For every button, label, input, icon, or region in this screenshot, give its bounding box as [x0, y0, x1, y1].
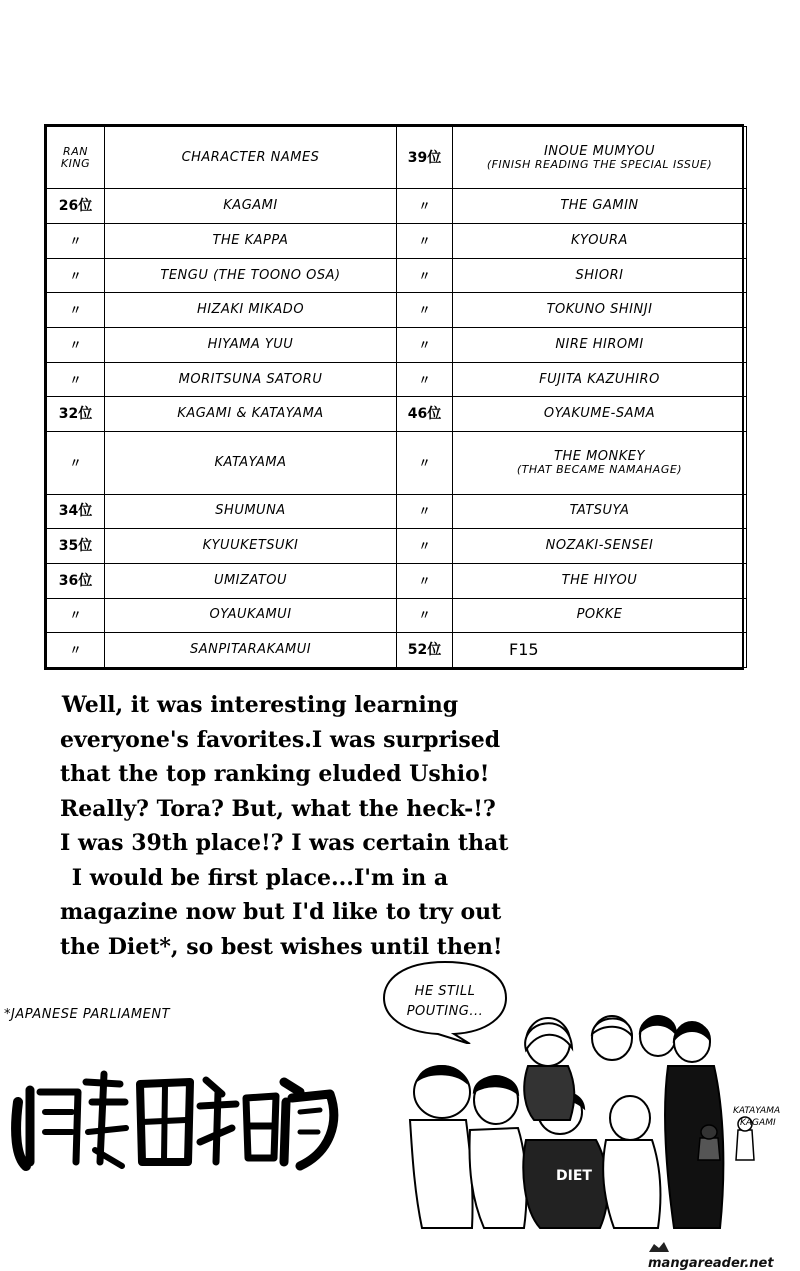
ranking-table [44, 124, 744, 670]
table-row [47, 362, 747, 397]
left-rank-cell: 〃 [47, 432, 105, 494]
right-rank-cell: 〃 [397, 598, 453, 633]
left-rank-cell: 〃 [47, 362, 105, 397]
author-message [60, 688, 509, 964]
left-name-cell: TENGU (THE TOONO OSA) [105, 258, 397, 293]
message-line: the Diet*, so best wishes until then! [60, 933, 503, 960]
left-rank-cell: 26位 [47, 189, 105, 224]
right-name-main: POKKE [576, 607, 623, 623]
right-rank-cell: 〃 [397, 258, 453, 293]
right-name-main: KYOURA [571, 232, 628, 248]
left-name-cell: SANPITARAKAMUI [105, 633, 397, 668]
right-name-main: NOZAKI-SENSEI [545, 538, 654, 554]
table-header-row [47, 127, 747, 189]
left-rank-cell: 35位 [47, 529, 105, 564]
right-name-main: THE MONKEY [554, 448, 645, 464]
left-rank-cell: 〃 [47, 633, 105, 668]
left-rank-cell: 36位 [47, 563, 105, 598]
right-rank-cell: 〃 [397, 189, 453, 224]
right-name-main: SHIORI [575, 267, 624, 283]
ranking-header-line1: RAN [63, 144, 88, 158]
left-rank-cell: 〃 [47, 224, 105, 259]
left-name-cell: MORITSUNA SATORU [105, 362, 397, 397]
katayama-label: KATAYAMA [733, 1106, 781, 1116]
left-name-cell: KYUUKETSUKI [105, 529, 397, 564]
right-rank-cell: 46位 [397, 397, 453, 432]
right-rank-cell: 52位 [397, 633, 453, 668]
right-name-cell [453, 189, 747, 224]
right-header-name-main: INOUE MUMYOU [543, 143, 656, 159]
message-line: I was 39th place!? I was certain that [60, 830, 509, 856]
author-signature-image [0, 1062, 345, 1174]
left-rank-cell: 〃 [47, 328, 105, 363]
footnote: *JAPANESE PARLIAMENT [4, 1007, 171, 1022]
table-row [47, 293, 747, 328]
right-name-cell [453, 563, 747, 598]
watermark [648, 1240, 800, 1271]
left-name-cell: HIZAKI MIKADO [105, 293, 397, 328]
character-names-header: CHARACTER NAMES [105, 127, 397, 189]
right-name-cell [453, 494, 747, 529]
left-name-cell: KATAYAMA [105, 432, 397, 494]
right-name-main: NIRE HIROMI [555, 336, 644, 352]
right-rank-cell: 〃 [397, 293, 453, 328]
left-name-cell: KAGAMI & KATAYAMA [105, 397, 397, 432]
right-name-cell [453, 432, 747, 494]
left-name-cell: OYAUKAMUI [105, 598, 397, 633]
right-name-cell [453, 328, 747, 363]
characters-illustration [400, 1000, 760, 1230]
right-name-cell [453, 362, 747, 397]
table-row [47, 633, 747, 668]
right-name-cell [453, 633, 747, 668]
ranking-header-line2: KING [60, 156, 91, 170]
right-name-main: F15 [509, 640, 539, 660]
table-row [47, 529, 747, 564]
table-row [47, 598, 747, 633]
table-row [47, 432, 747, 494]
left-rank-cell: 34位 [47, 494, 105, 529]
left-name-cell: UMIZATOU [105, 563, 397, 598]
speech-line-2: POUTING... [406, 1004, 484, 1019]
right-rank-cell: 〃 [397, 224, 453, 259]
right-name-cell [453, 397, 747, 432]
message-line: everyone's favorites.I was surprised [60, 726, 501, 753]
table-row [47, 258, 747, 293]
left-rank-cell: 32位 [47, 397, 105, 432]
right-rank-cell: 〃 [397, 328, 453, 363]
right-header-name-sub: (FINISH READING THE SPECIAL ISSUE) [486, 157, 713, 171]
right-name-cell [453, 598, 747, 633]
message-line: magazine now but I'd like to try out [60, 899, 502, 925]
speech-line-1: HE STILL [414, 984, 476, 999]
right-name-sub: (THAT BECAME NAMAHAGE) [516, 462, 683, 476]
right-name-main: TATSUYA [569, 503, 630, 519]
left-rank-cell: 〃 [47, 598, 105, 633]
diet-shirt-label: DIET [556, 1168, 592, 1184]
message-line: Really? Tora? But, what the heck-!? [60, 795, 496, 822]
right-header-rank: 39位 [397, 127, 453, 189]
kagami-label: KAGAMI [740, 1118, 776, 1128]
right-rank-cell: 〃 [397, 362, 453, 397]
ranking-header [47, 127, 105, 189]
right-rank-cell: 〃 [397, 563, 453, 598]
right-rank-cell: 〃 [397, 494, 453, 529]
right-rank-cell: 〃 [397, 432, 453, 494]
message-line: I would be first place...I'm in a [71, 864, 449, 891]
table-row [47, 397, 747, 432]
table-row [47, 328, 747, 363]
watermark-text: mangareader.net [648, 1256, 774, 1271]
table-row [47, 563, 747, 598]
right-name-main: OYAKUME-SAMA [543, 406, 656, 422]
right-name-cell [453, 529, 747, 564]
right-name-main: THE GAMIN [560, 198, 639, 214]
ranking-grid [46, 126, 747, 668]
message-line: Well, it was interesting learning [61, 692, 459, 718]
right-header-name [453, 127, 747, 189]
table-row [47, 224, 747, 259]
left-name-cell: THE KAPPA [105, 224, 397, 259]
message-line: that the top ranking eluded Ushio! [60, 761, 490, 787]
right-name-cell [453, 258, 747, 293]
right-name-main: TOKUNO SHINJI [546, 302, 653, 318]
right-name-cell [453, 293, 747, 328]
right-name-main: FUJITA KAZUHIRO [539, 371, 660, 387]
manga-logo-icon [648, 1240, 670, 1254]
right-name-main: THE HIYOU [561, 572, 638, 588]
left-rank-cell: 〃 [47, 293, 105, 328]
table-row [47, 189, 747, 224]
table-row [47, 494, 747, 529]
left-rank-cell: 〃 [47, 258, 105, 293]
left-name-cell: SHUMUNA [105, 494, 397, 529]
right-name-cell [453, 224, 747, 259]
right-rank-cell: 〃 [397, 529, 453, 564]
left-name-cell: HIYAMA YUU [105, 328, 397, 363]
left-name-cell: KAGAMI [105, 189, 397, 224]
